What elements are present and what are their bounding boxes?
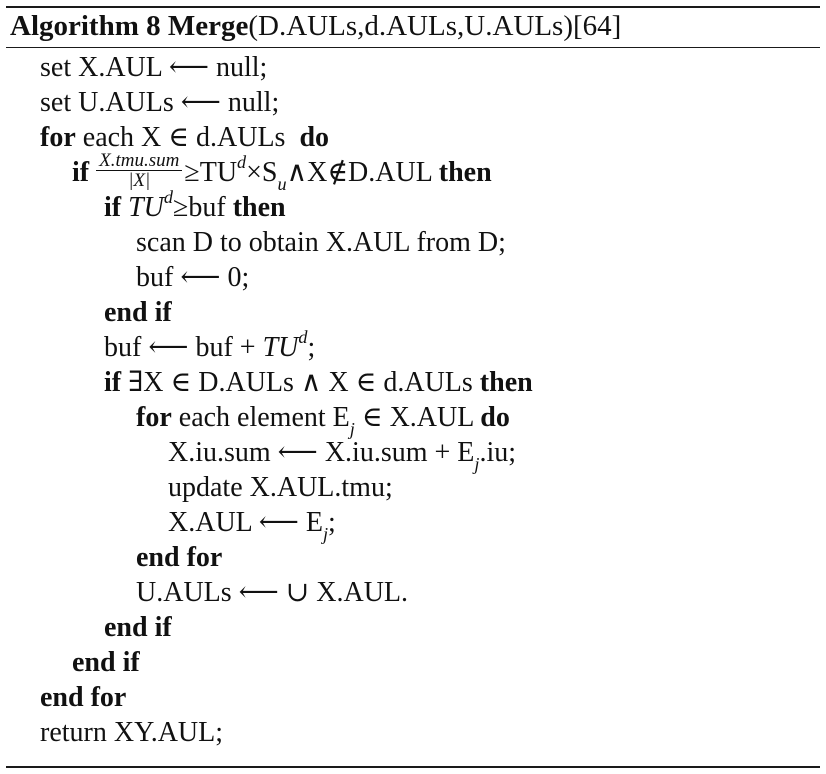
algorithm-caption xyxy=(10,9,621,43)
line-13: update X.AUL.tmu; xyxy=(168,472,393,503)
line-1: set X.AUL ⟵ null; xyxy=(40,52,268,83)
line-6: scan D to obtain X.AUL from D; xyxy=(136,227,506,258)
line-4: if $\frac{\text{X.tmu.sum}}{|X|}$ $\ge TU^d\times S_u\wedge X\notin D.AUL$ then xyxy=(72,150,492,194)
algorithm-args: (D.AULs,d.AULs,U.AULs)[64] xyxy=(248,10,622,42)
line-3: for each X ∈ d.AULs do xyxy=(40,122,330,153)
line-16: U.AULs ⟵ ∪ X.AUL. xyxy=(136,577,409,608)
algorithm-block xyxy=(6,6,820,768)
line-9: buf ⟵ buf + $TU^d$; xyxy=(104,326,316,363)
line-2: set U.AULs ⟵ null; xyxy=(40,87,280,118)
line-11: for each element $E_j$ ∈ X.AUL do xyxy=(136,402,510,439)
line-10: if ∃X ∈ D.AULs ∧ X ∈ d.AULs then xyxy=(104,367,533,398)
bottom-rule xyxy=(6,766,820,768)
caption-rule xyxy=(6,47,820,48)
line-20: return XY.AUL; xyxy=(40,717,224,748)
algorithm-label: Algorithm 8 xyxy=(10,10,161,42)
fraction: $\frac{\text{X.tmu.sum}}{|X|}$ xyxy=(96,152,182,189)
algorithm-name: Merge xyxy=(167,10,249,42)
line-8: end if xyxy=(104,297,172,328)
line-14: X.AUL ⟵ $E_j$; xyxy=(168,507,336,544)
line-12: X.iu.sum ⟵ $X.iu.sum + E_j.iu$; xyxy=(168,437,517,474)
top-rule xyxy=(6,6,820,8)
line-5: if $TU^d\ge buf$ then xyxy=(104,186,286,223)
line-17: end if xyxy=(104,612,172,643)
line-15: end for xyxy=(136,542,223,573)
line-18: end if xyxy=(72,647,140,678)
line-19: end for xyxy=(40,682,127,713)
line-7: buf ⟵ 0; xyxy=(136,262,250,293)
